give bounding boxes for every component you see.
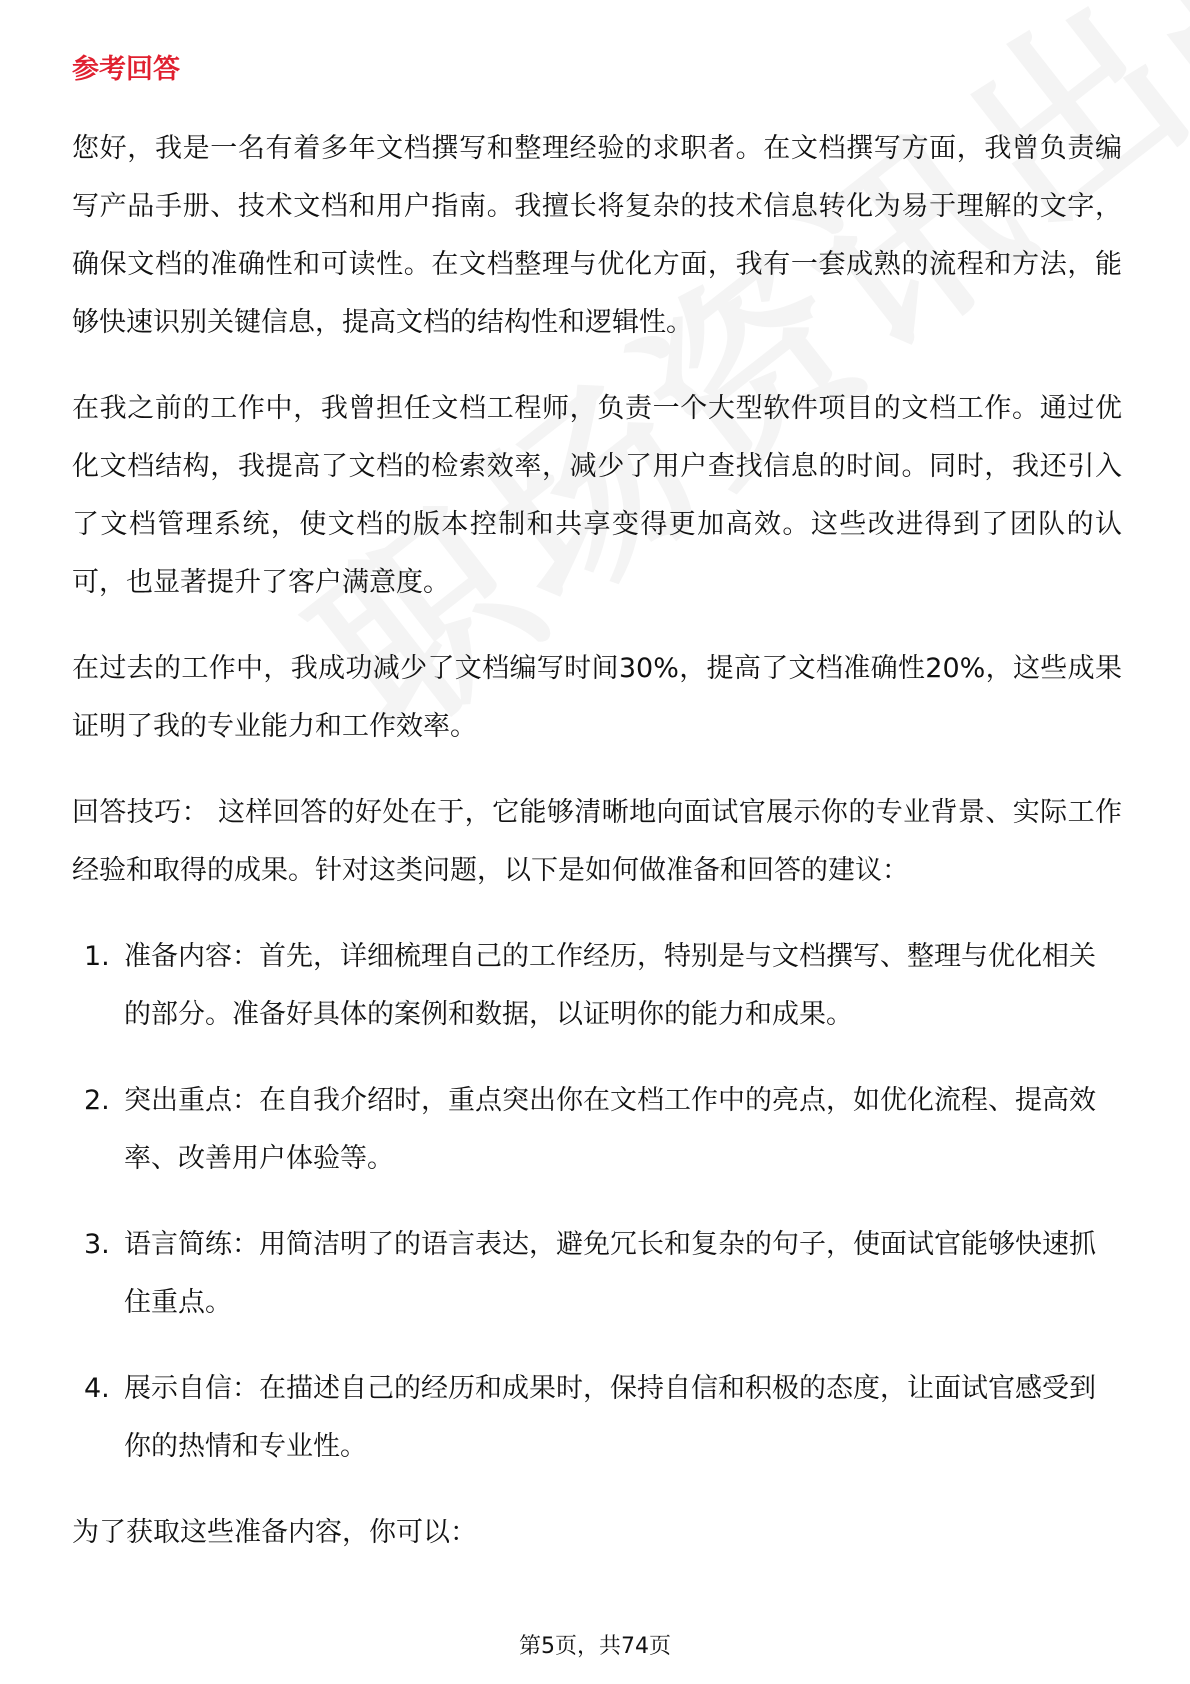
paragraph-tips: 回答技巧： 这样回答的好处在于，它能够清晰地向面试官展示你的专业背景、实际工作经验和取得的成果。针对这类问题，以下是如何做准备和回答的建议：	[72, 797, 1122, 886]
list-item	[72, 1072, 1122, 1188]
paragraph-closing: 为了获取这些准备内容，你可以：	[72, 1517, 477, 1548]
list-number: 2.	[84, 1085, 110, 1116]
list-number: 3.	[84, 1229, 110, 1260]
advice-list	[72, 928, 1122, 1476]
paragraph-experience: 在我之前的工作中，我曾担任文档工程师，负责一个大型软件项目的文档工作。通过优化文档结构，我提高了文档的检索效率，减少了用户查找信息的时间。同时，我还引入了文档管理系统，使文档的版本控制和共享变得更加高效。这些改进得到了团队的认可，也显著提升了客户满意度。	[72, 393, 1122, 598]
list-number: 1.	[84, 941, 110, 972]
list-text: 语言简练：用简洁明了的语言表达，避免冗长和复杂的句子，使面试官能够快速抓住重点。	[124, 1229, 1096, 1318]
paragraph-intro: 您好，我是一名有着多年文档撰写和整理经验的求职者。在文档撰写方面，我曾负责编写产品手册、技术文档和用户指南。我擅长将复杂的技术信息转化为易于理解的文字，确保文档的准确性和可读性。在文档整理与优化方面，我有一套成熟的流程和方法，能够快速识别关键信息，提高文档的结构性和逻辑性。	[72, 133, 1122, 338]
list-item	[72, 928, 1122, 1044]
list-item	[72, 1216, 1122, 1332]
list-text: 突出重点：在自我介绍时，重点突出你在文档工作中的亮点，如优化流程、提高效率、改善用户体验等。	[124, 1085, 1096, 1174]
paragraph-results: 在过去的工作中，我成功减少了文档编写时间30%，提高了文档准确性20%，这些成果证明了我的专业能力和工作效率。	[72, 653, 1122, 742]
section-title: 参考回答	[72, 54, 180, 85]
page-footer: 第5页，共74页	[519, 1634, 671, 1659]
list-item	[72, 1360, 1122, 1476]
list-number: 4.	[84, 1373, 110, 1404]
list-text: 展示自信：在描述自己的经历和成果时，保持自信和积极的态度，让面试官感受到你的热情和专业性。	[124, 1373, 1096, 1462]
list-text: 准备内容：首先，详细梳理自己的工作经历，特别是与文档撰写、整理与优化相关的部分。准备好具体的案例和数据，以证明你的能力和成果。	[124, 941, 1096, 1030]
content-body	[72, 120, 1122, 1590]
